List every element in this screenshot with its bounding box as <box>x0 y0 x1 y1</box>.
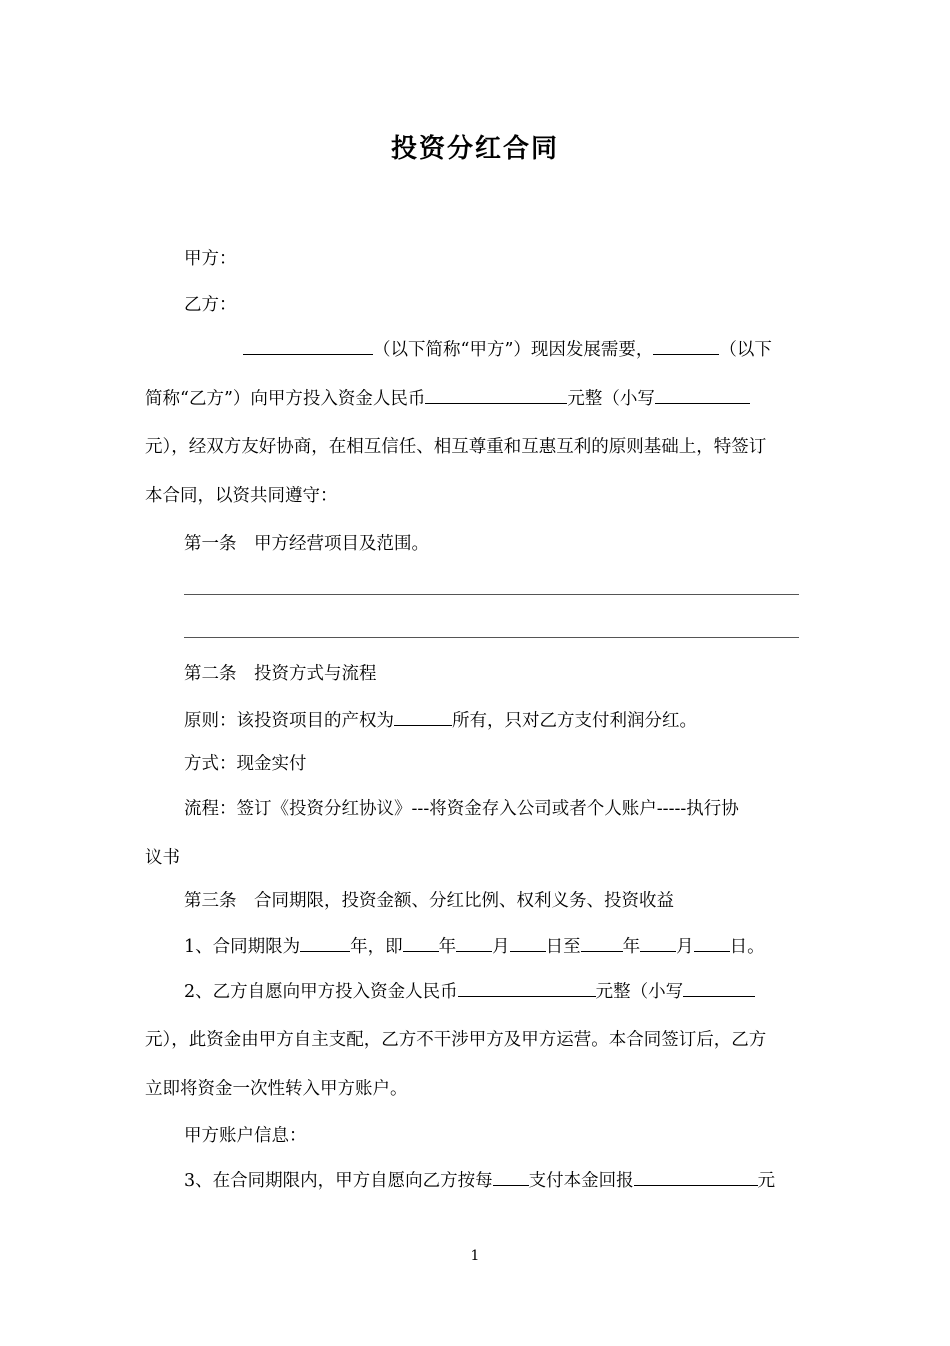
end-year-blank[interactable] <box>581 934 623 952</box>
end-day-blank[interactable] <box>694 934 730 952</box>
article-3-item-2-cont: 元），此资金由甲方自主支配，乙方不干涉甲方及甲方运营。本合同签订后，乙方 <box>145 1030 767 1050</box>
end-month-blank[interactable] <box>640 934 676 952</box>
article-2-flow: 流程：签订《投资分红协议》---将资金存入公司或者个人账户-----执行协 <box>184 799 739 819</box>
page-number: 1 <box>470 1248 480 1264</box>
document-title: 投资分红合同 <box>390 134 559 164</box>
article-1-heading: 第一条 甲方经营项目及范围。 <box>184 534 429 554</box>
start-day-blank[interactable] <box>510 934 546 952</box>
start-month-blank[interactable] <box>456 934 492 952</box>
amount-upper-blank[interactable] <box>425 386 567 404</box>
intro-line-2: 简称“乙方”）向甲方投入资金人民币 元整（小写 <box>145 386 750 411</box>
party-b-label: 乙方： <box>184 295 237 315</box>
article-3-item-1: 1、合同期限为 年，即 年 月 日至 年 月 日。 <box>184 934 765 959</box>
party-a-account-info: 甲方账户信息： <box>184 1126 307 1146</box>
investment-upper-blank[interactable] <box>458 979 596 997</box>
article-1-fill-line-1[interactable] <box>184 594 799 595</box>
article-1-fill-line-2[interactable] <box>184 637 799 638</box>
intro-line-1: （以下简称“甲方”）现因发展需要， （以下 <box>243 337 772 362</box>
party-a-name-blank[interactable] <box>243 337 373 355</box>
term-years-blank[interactable] <box>300 934 350 952</box>
article-3-heading: 第三条 合同期限，投资金额、分红比例、权利义务、投资收益 <box>184 891 674 911</box>
intro-line-4: 本合同，以资共同遵守： <box>145 486 338 506</box>
article-2-principle: 原则：该投资项目的产权为 所有，只对乙方支付利润分红。 <box>184 708 697 733</box>
article-2-flow-cont: 议书 <box>145 848 180 868</box>
investment-lower-blank[interactable] <box>683 979 755 997</box>
payment-period-blank[interactable] <box>493 1168 529 1186</box>
article-3-item-2: 2、乙方自愿向甲方投入资金人民币 元整（小写 <box>184 979 755 1004</box>
party-a-label: 甲方： <box>184 249 237 269</box>
intro-line-3: 元），经双方友好协商，在相互信任、相互尊重和互惠互利的原则基础上，特签订 <box>145 437 767 457</box>
principal-return-blank[interactable] <box>634 1168 758 1186</box>
article-3-item-2-cont-2: 立即将资金一次性转入甲方账户。 <box>145 1079 408 1099</box>
start-year-blank[interactable] <box>403 934 439 952</box>
article-2-heading: 第二条 投资方式与流程 <box>184 664 377 684</box>
ownership-blank[interactable] <box>394 708 452 726</box>
amount-lower-blank[interactable] <box>655 386 750 404</box>
party-b-name-blank[interactable] <box>653 337 719 355</box>
article-3-item-3: 3、在合同期限内，甲方自愿向乙方按每 支付本金回报 元 <box>184 1168 775 1193</box>
article-2-method: 方式：现金实付 <box>184 754 307 774</box>
